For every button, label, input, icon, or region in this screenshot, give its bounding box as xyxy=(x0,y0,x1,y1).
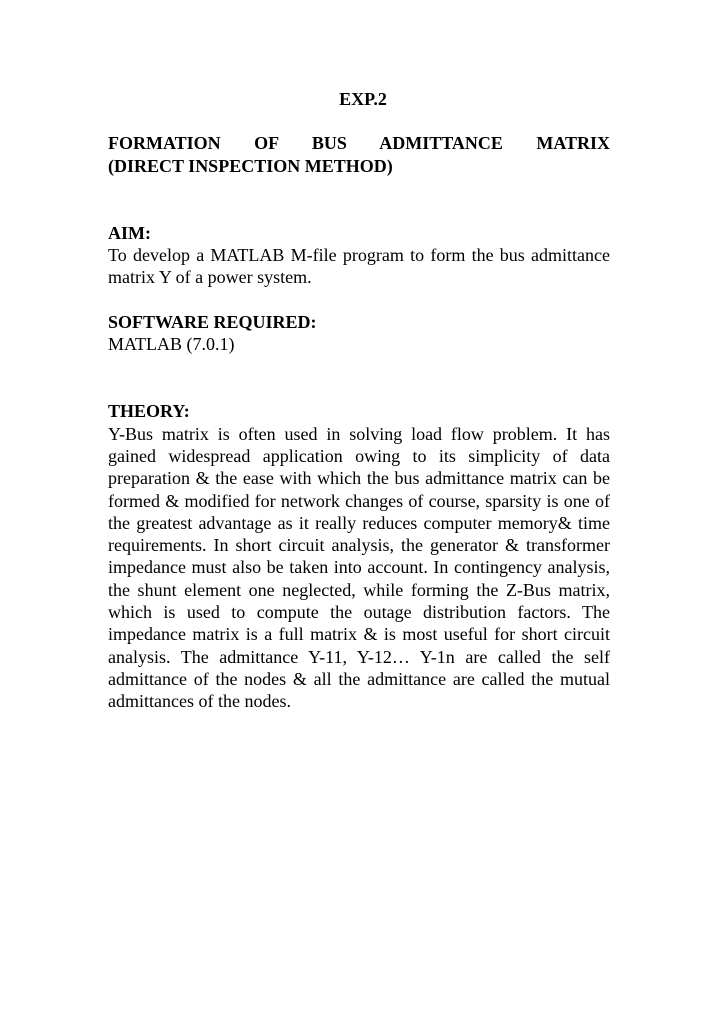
theory-text: Y-Bus matrix is often used in solving load flow problem. It has gained widespread application owing to its simplicity of data preparation & the ease with which the bus admittance matrix can be formed & modified for network changes of course, sparsity is one of the greatest advantage as it really reduces computer memory& time requirements. In short circuit analysis, the generator & transformer impedance must also be taken into account. In contingency analysis, the shunt element one neglected, while forming the Z-Bus matrix, which is used to compute the outage distribution factors. The impedance matrix is a full matrix & is most useful for short circuit analysis. The admittance Y-11, Y-12… Y-1n are called the self admittance of the nodes & all the admittance are called the mutual admittances of the nodes. xyxy=(108,423,610,712)
aim-heading: AIM: xyxy=(108,222,151,243)
document-content xyxy=(108,88,610,713)
software-heading: SOFTWARE REQUIRED: xyxy=(108,311,317,332)
software-text: MATLAB (7.0.1) xyxy=(108,334,235,355)
experiment-title xyxy=(108,132,610,177)
title-line-2: (DIRECT INSPECTION METHOD) xyxy=(108,155,393,176)
aim-text: To develop a MATLAB M-file program to form the bus admittance matrix Y of a power system. xyxy=(108,245,610,288)
title-line-1: FORMATION OF BUS ADMITTANCE MATRIX xyxy=(108,133,610,154)
theory-heading: THEORY: xyxy=(108,401,190,422)
experiment-number: EXP.2 xyxy=(339,89,387,109)
